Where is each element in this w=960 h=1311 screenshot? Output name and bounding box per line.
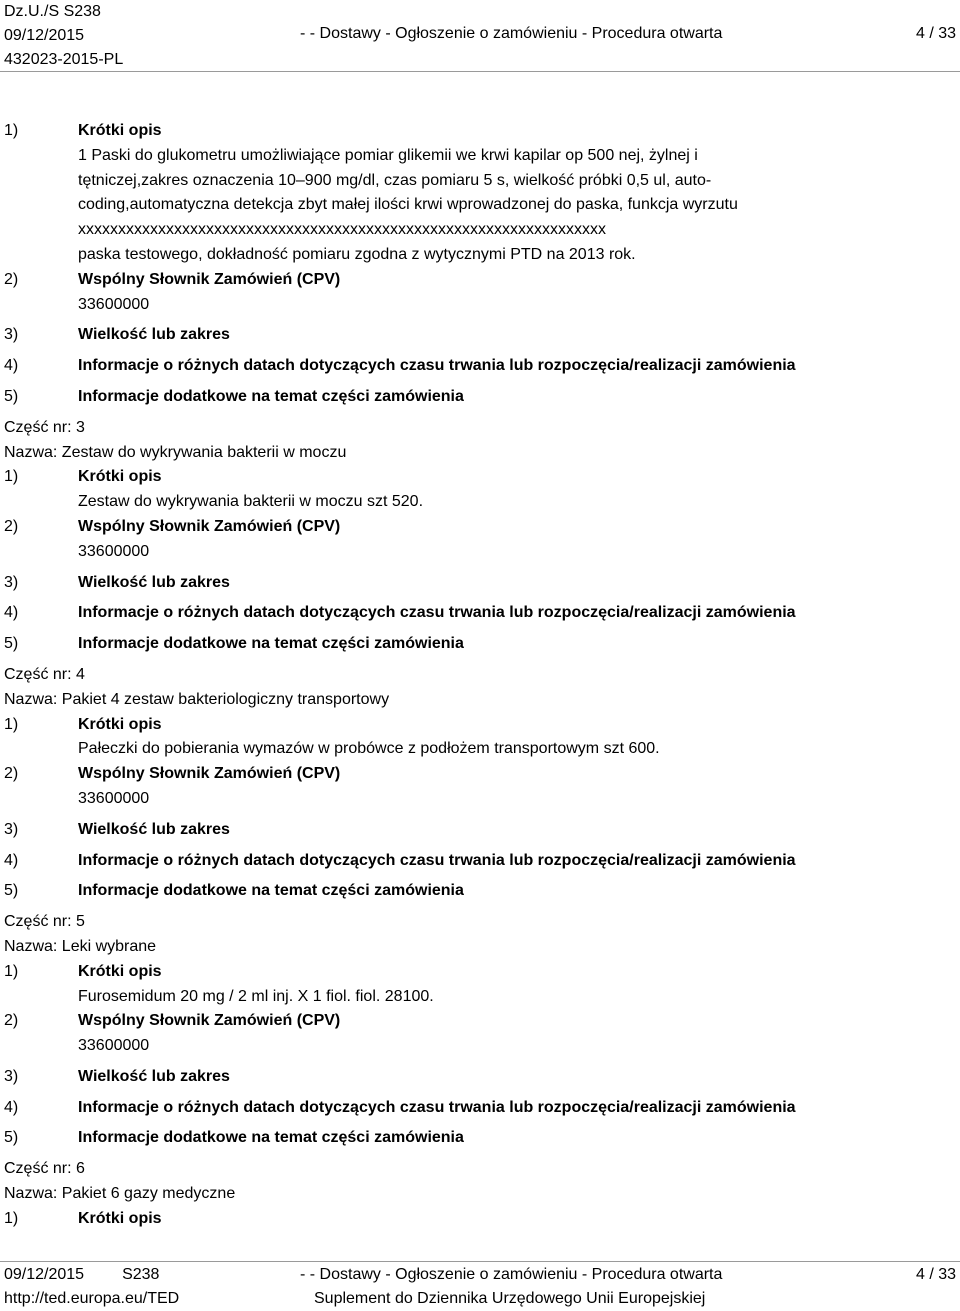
header-left — [4, 0, 123, 72]
footer-url-link[interactable]: http://ted.europa.eu/TED — [4, 1290, 180, 1307]
cpv-code: 33600000 — [78, 789, 150, 807]
section-number: 1) — [4, 715, 19, 733]
cpv-code: 33600000 — [78, 542, 150, 560]
section-short-description — [4, 713, 956, 738]
part-number: Część nr: 3 — [4, 418, 85, 436]
description-line: tętniczej,zakres oznaczenia 10–900 mg/dl, czas pomiaru 5 s, wielkość próbki 0,5 ul, auto- — [78, 171, 712, 189]
document-body — [4, 119, 956, 1232]
section-short-description — [4, 465, 956, 490]
footer-page-number: 4 / 33 — [915, 1266, 956, 1283]
section-cpv — [4, 515, 956, 540]
section-heading: Wielkość lub zakres — [78, 573, 230, 591]
part-name: Nazwa: Leki wybrane — [4, 937, 157, 955]
description-line: paska testowego, dokładność pomiaru zgodna z wytycznymi PTD na 2013 rok. — [78, 245, 636, 263]
footer-date: 09/12/2015 — [4, 1266, 85, 1283]
section-heading: Wspólny Słownik Zamówień (CPV) — [78, 765, 341, 783]
section-heading: Wielkość lub zakres — [78, 326, 230, 344]
section-additional-info — [4, 385, 956, 410]
part-name: Nazwa: Pakiet 6 gazy medyczne — [4, 1185, 236, 1203]
section-cpv — [4, 268, 956, 293]
page-footer — [4, 1262, 956, 1311]
section-heading: Wspólny Słownik Zamówień (CPV) — [78, 270, 341, 288]
section-short-description — [4, 119, 956, 144]
document-id: Dz.U./S S238 — [4, 3, 101, 20]
footer-supplement: Suplement do Dziennika Urzędowego Unii Europejskiej — [314, 1290, 706, 1307]
section-number: 3) — [4, 1067, 19, 1085]
section-dates — [4, 601, 956, 626]
section-number: 5) — [4, 635, 19, 653]
section-number: 1) — [4, 468, 19, 486]
section-scope — [4, 818, 956, 843]
cpv-code: 33600000 — [78, 295, 150, 313]
section-dates — [4, 1096, 956, 1121]
section-heading: Krótki opis — [78, 468, 162, 486]
section-cpv — [4, 1009, 956, 1034]
section-scope — [4, 571, 956, 596]
part-number: Część nr: 4 — [4, 665, 85, 683]
footer-left — [4, 1263, 159, 1287]
section-heading: Informacje o różnych datach dotyczących czasu trwania lub rozpoczęcia/realizacji zamówienia — [78, 357, 796, 375]
section-number: 3) — [4, 820, 19, 838]
section-short-description — [4, 960, 956, 985]
description-line: 1 Paski do glukometru umożliwiające pomiar glikemii we krwi kapilar op 500 nej, żylnej i — [78, 146, 698, 164]
section-heading: Krótki opis — [78, 962, 162, 980]
header-rule — [0, 71, 960, 72]
section-number: 2) — [4, 517, 19, 535]
notice-number: 432023-2015-PL — [4, 51, 124, 68]
part-name: Nazwa: Pakiet 4 zestaw bakteriologiczny transportowy — [4, 690, 390, 708]
part-number: Część nr: 5 — [4, 913, 85, 931]
section-scope — [4, 323, 956, 348]
section-number: 1) — [4, 962, 19, 980]
description-line: Zestaw do wykrywania bakterii w moczu szt 520. — [78, 493, 424, 511]
section-additional-info — [4, 1126, 956, 1151]
section-heading: Informacje o różnych datach dotyczących czasu trwania lub rozpoczęcia/realizacji zamówienia — [78, 1098, 796, 1116]
section-heading: Krótki opis — [78, 715, 162, 733]
section-number: 2) — [4, 765, 19, 783]
section-number: 1) — [4, 1209, 19, 1227]
section-dates — [4, 354, 956, 379]
section-heading: Krótki opis — [78, 1209, 162, 1227]
footer-series: S238 — [122, 1266, 160, 1283]
section-number: 4) — [4, 604, 19, 622]
cpv-code: 33600000 — [78, 1037, 150, 1055]
section-heading: Wspólny Słownik Zamówień (CPV) — [78, 1012, 341, 1030]
section-number: 3) — [4, 573, 19, 591]
section-heading: Informacje dodatkowe na temat części zamówienia — [78, 635, 464, 653]
section-number: 5) — [4, 387, 19, 405]
section-heading: Krótki opis — [78, 122, 162, 139]
header-date: 09/12/2015 — [4, 27, 85, 44]
section-heading: Informacje dodatkowe na temat części zamówienia — [78, 882, 464, 900]
section-heading: Informacje o różnych datach dotyczących czasu trwania lub rozpoczęcia/realizacji zamówienia — [78, 604, 796, 622]
section-heading: Informacje dodatkowe na temat części zamówienia — [78, 387, 464, 405]
section-number: 5) — [4, 1129, 19, 1147]
section-number: 2) — [4, 1012, 19, 1030]
header-page-number: 4 / 33 — [915, 25, 956, 42]
footer-title: - - Dostawy - Ogłoszenie o zamówieniu - Procedura otwarta — [300, 1266, 723, 1283]
section-dates — [4, 849, 956, 874]
section-additional-info — [4, 879, 956, 904]
part-name: Nazwa: Zestaw do wykrywania bakterii w moczu — [4, 443, 347, 461]
section-heading: Wielkość lub zakres — [78, 820, 230, 838]
header-title: - - Dostawy - Ogłoszenie o zamówieniu - Procedura otwarta — [300, 25, 723, 42]
section-number: 4) — [4, 357, 19, 375]
part-number: Część nr: 6 — [4, 1160, 85, 1178]
section-number: 2) — [4, 270, 19, 288]
section-heading: Wspólny Słownik Zamówień (CPV) — [78, 517, 341, 535]
section-number: 1) — [4, 122, 19, 139]
section-cpv — [4, 762, 956, 787]
section-scope — [4, 1065, 956, 1090]
page-header — [4, 0, 956, 70]
section-additional-info — [4, 632, 956, 657]
description-line: Pałeczki do pobierania wymazów w probówce z podłożem transportowym szt 600. — [78, 740, 660, 758]
section-heading: Informacje o różnych datach dotyczących czasu trwania lub rozpoczęcia/realizacji zamówienia — [78, 851, 796, 869]
section-number: 4) — [4, 851, 19, 869]
section-number: 5) — [4, 882, 19, 900]
section-number: 4) — [4, 1098, 19, 1116]
section-number: 3) — [4, 326, 19, 344]
section-heading: Informacje dodatkowe na temat części zamówienia — [78, 1129, 464, 1147]
description-line: xxxxxxxxxxxxxxxxxxxxxxxxxxxxxxxxxxxxxxxxxxxxxxxxxxxxxxxxxxxxxxxxxx — [78, 221, 606, 239]
section-heading: Wielkość lub zakres — [78, 1067, 230, 1085]
section-short-description — [4, 1207, 956, 1232]
description-line: coding,automatyczna detekcja zbyt małej ilości krwi wprowadzonej do paska, funkcja wyrzutu — [78, 196, 738, 214]
description-line: Furosemidum 20 mg / 2 ml inj. X 1 fiol. fiol. 28100. — [78, 987, 434, 1005]
